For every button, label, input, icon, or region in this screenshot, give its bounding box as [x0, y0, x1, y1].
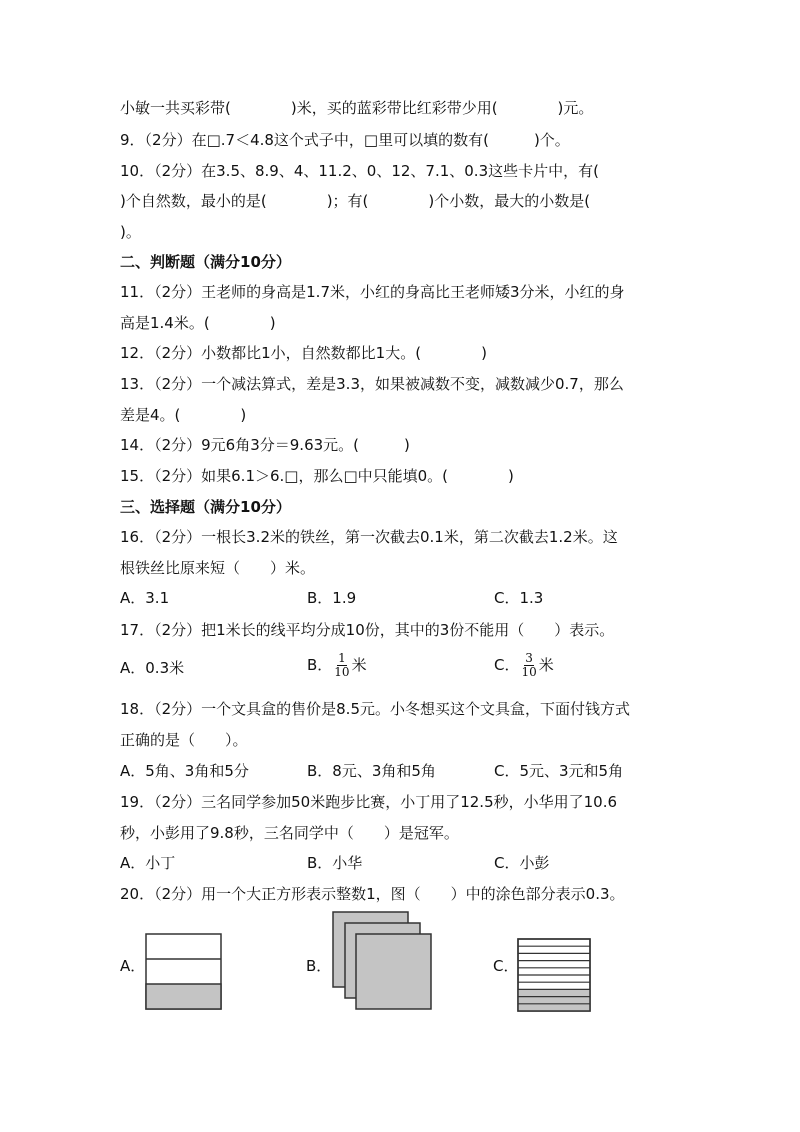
q10-line3: )。: [120, 223, 141, 241]
q16-line2: 根铁丝比原来短（ ）米。: [120, 559, 316, 577]
figure-b-three-squares: [325, 905, 437, 1015]
q10-line2: )个自然数，最小的是( )；有( )个小数，最大的小数是(: [120, 192, 591, 210]
denominator: 10: [521, 665, 537, 679]
numerator: 3: [525, 651, 533, 665]
q16-option-c: C．1.3: [494, 589, 544, 607]
q11-line1: 11．（2分）王老师的身高是1.7米，小红的身高比王老师矮3分米，小红的身: [120, 283, 625, 301]
q17: 17．（2分）把1米长的线平均分成10份，其中的3份不能用（ ）表示。: [120, 621, 615, 639]
q18-line1: 18．（2分）一个文具盒的售价是8.5元。小冬想买这个文具盒，下面付钱方式: [120, 700, 630, 718]
q8-tail: 小敏一共买彩带( )米，买的蓝彩带比红彩带少用( )元。: [120, 99, 594, 117]
unit: 米: [538, 656, 554, 674]
q18-option-a: A．5角、3角和5分: [120, 762, 249, 780]
q18-option-c: C．5元、3元和5角: [494, 762, 624, 780]
q20-option-c-label: C．: [493, 957, 519, 975]
q16-option-a: A．3.1: [120, 589, 170, 607]
figure-c-ten-strips: [512, 933, 594, 1015]
q19-line1: 19．（2分）三名同学参加50米跑步比赛，小丁用了12.5秒，小华用了10.6: [120, 793, 618, 811]
q20: 20．（2分）用一个大正方形表示整数1，图（ ）中的涂色部分表示0.3。: [120, 885, 625, 903]
q17-option-c: [494, 652, 554, 679]
q14: 14．（2分）9元6角3分＝9.63元。( ): [120, 436, 410, 454]
q17-option-a: A．0.3米: [120, 659, 185, 677]
q18-line2: 正确的是（ ）。: [120, 731, 248, 749]
q19-option-a: A．小丁: [120, 854, 176, 872]
q19-line2: 秒，小彭用了9.8秒，三名同学中（ ）是冠军。: [120, 824, 459, 842]
q19-option-b: B．小华: [307, 854, 363, 872]
option-label: B．: [307, 656, 333, 674]
denominator: 10: [334, 665, 350, 679]
section-judgment-heading: 二、判断题（满分10分）: [120, 253, 291, 271]
q10-line1: 10．（2分）在3.5、8.9、4、11.2、0、12、7.1、0.3这些卡片中，有(: [120, 162, 599, 180]
unit: 米: [351, 656, 367, 674]
q16-line1: 16．（2分）一根长3.2米的铁丝，第一次截去0.1米，第二次截去1.2米。这: [120, 528, 618, 546]
numerator: 1: [338, 651, 346, 665]
q9: 9．（2分）在□.7＜4.8这个式子中，□里可以填的数有( )个。: [120, 131, 570, 149]
q18-option-b: B．8元、3角和5角: [307, 762, 436, 780]
q12: 12．（2分）小数都比1小，自然数都比1大。( ): [120, 344, 487, 362]
q13-line1: 13．（2分）一个减法算式，差是3.3，如果被减数不变，减数减少0.7，那么: [120, 375, 624, 393]
q17-option-b: [307, 652, 367, 679]
q20-option-a-label: A．: [120, 957, 146, 975]
fraction: [334, 652, 349, 679]
option-label: C．: [494, 656, 520, 674]
fraction: [521, 652, 536, 679]
figure-a-square-thirds: [140, 928, 230, 1014]
q19-option-c: C．小彭: [494, 854, 550, 872]
section-choice-heading: 三、选择题（满分10分）: [120, 498, 291, 516]
q15: 15．（2分）如果6.1＞6.□，那么□中只能填0。( ): [120, 467, 514, 485]
q13-line2: 差是4。( ): [120, 406, 247, 424]
q16-option-b: B．1.9: [307, 589, 357, 607]
q11-line2: 高是1.4米。( ): [120, 314, 276, 332]
q20-option-b-label: B．: [306, 957, 332, 975]
